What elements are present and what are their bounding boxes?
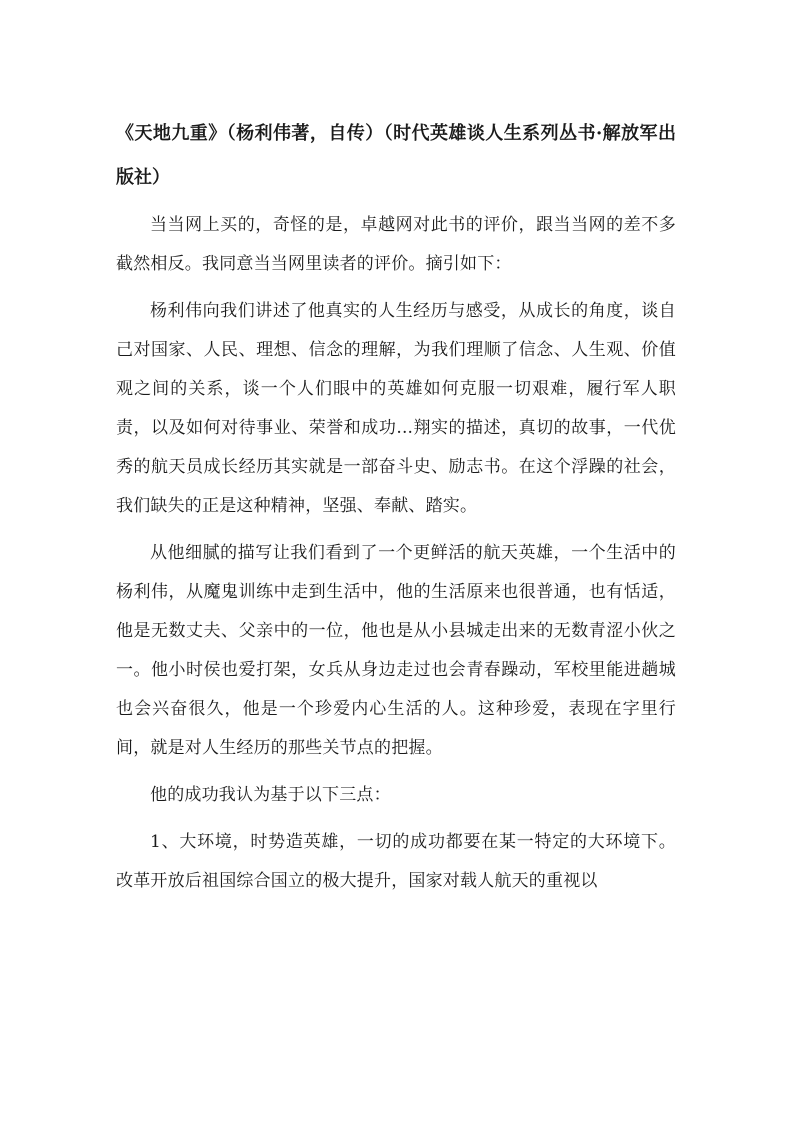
paragraph-quoted-review: 杨利伟向我们讲述了他真实的人生经历与感受，从成长的角度，谈自己对国家、人民、理想、信念的理解，为我们理顺了信念、人生观、价值观之间的关系，谈一个人们眼中的英雄如何克服一切艰难，履行军人职责，以及如何对待事业、荣誉和成功...翔实的描述，真切的故事，一代优秀的航天员成长经历其实就是一部奋斗史、励志书。在这个浮躁的社会，我们缺失的正是这种精神，坚强、奉献、踏实。 (116, 301, 676, 516)
paragraph-life-description: 从他细腻的描写让我们看到了一个更鲜活的航天英雄，一个生活中的杨利伟，从魔鬼训练中走到生活中，他的生活原来也很普通，也有恬适，他是无数丈夫、父亲中的一位，他也是从小县城走出来的无数青涩小伙之一。他小时侯也爱打架，女兵从身边走过也会青春躁动，军校里能进趟城也会兴奋很久，他是一个珍爱内心生活的人。这种珍爱，表现在字里行间，就是对人生经历的那些关节点的把握。 (116, 543, 676, 758)
paragraph-point-one: 1、大环境，时势造英雄，一切的成功都要在某一特定的大环境下。改革开放后祖国综合国立的极大提升，国家对载人航天的重视以 (116, 832, 676, 891)
document-body (116, 112, 676, 909)
paragraph-success-points-intro: 他的成功我认为基于以下三点： (150, 785, 391, 805)
document-title: 《天地九重》（杨利伟著，自传）（时代英雄谈人生系列丛书·解放军出版社） (116, 123, 676, 188)
paragraph-intro: 当当网上买的，奇怪的是，卓越网对此书的评价，跟当当网的差不多截然相反。我同意当当网里读者的评价。摘引如下： (116, 215, 676, 274)
